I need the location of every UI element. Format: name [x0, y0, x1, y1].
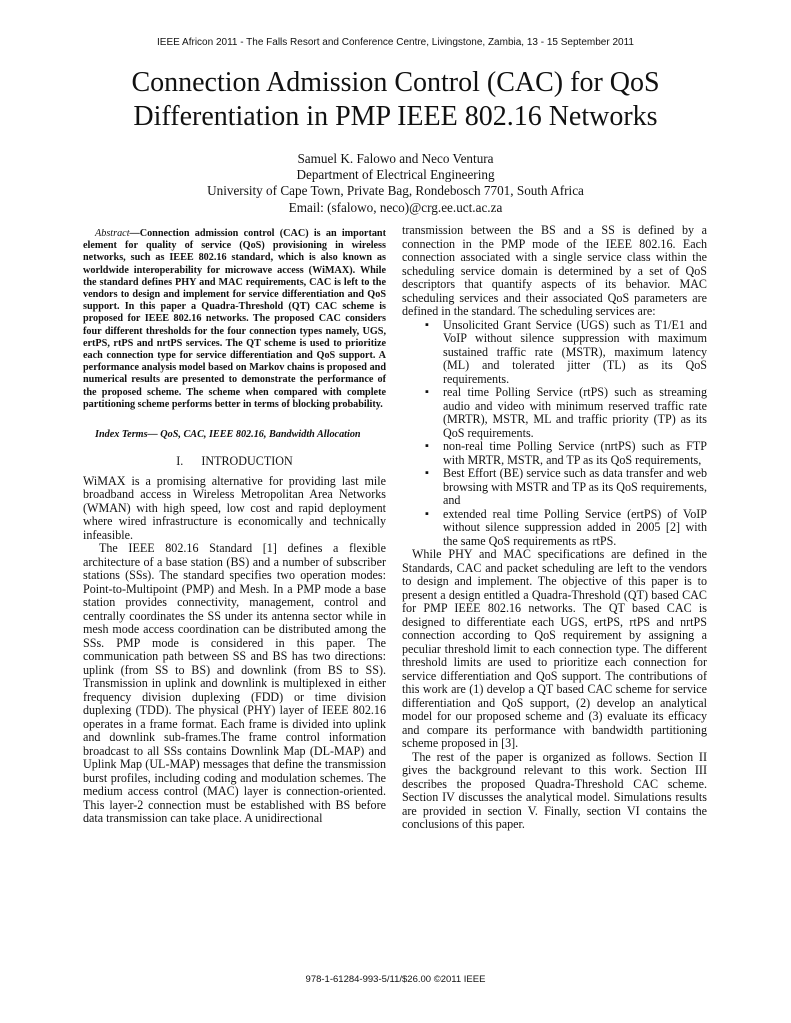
right-intro-paragraph: transmission between the BS and a SS is defined by a connection in the PMP mode of the IEEE 802.16. Each connection associated with a single service class within the scheduling service domain is determined by a set of QoS descriptors that quantify aspects of its behavior. MAC scheduling services and their associated QoS parameters are defined in the standard. The scheduling services are: [402, 223, 707, 318]
section-heading [83, 455, 386, 469]
paper-title [40, 66, 751, 134]
title-line-1: Connection Admission Control (CAC) for QoS [131, 67, 660, 98]
title-line-2: Differentiation in PMP IEEE 802.16 Networks [133, 101, 658, 132]
list-item: ▪ Best Effort (BE) service such as data transfer and web browsing with MSTR and TP as its QoS requirements, and [443, 467, 707, 508]
abstract-label: Abstract [95, 228, 130, 239]
list-item: ▪ Unsolicited Grant Service (UGS) such as T1/E1 and VoIP without silence suppression with maximum sustained traffic rate (MSTR), maximum latency (ML) and tolerated jitter (TL) as its QoS requirements. [443, 319, 707, 387]
section-number: I. [176, 454, 184, 469]
list-item: ▪ real time Polling Service (rtPS) such as streaming audio and video with minimum reserved traffic rate (MRTR), MSTR, ML and traffic priority (TP) as its QoS requirements. [443, 386, 707, 440]
list-item: ▪ extended real time Polling Service (ertPS) of VoIP without silence suppression added in 2005 [2] with the same QoS requirements as rtPS. [443, 508, 707, 549]
abstract-text: Connection admission control (CAC) is an important element for quality of service (QoS) provisioning in wireless networks, such as IEEE 802.16 standard, which is also known as worldwide interoperability for microwave access (WiMAX). While the standard defines PHY and MAC requirements, CAC is left to the vendors to design and implement for service differentiation and QoS support. In this paper a Quadra-Threshold (QT) CAC scheme is proposed for IEEE 802.16 networks. The proposed CAC considers four different thresholds for the four connection types namely, UGS, ertPS, rtPS and nrtPS services. The QT scheme is used to prioritize each connection type for service differentiation and QoS support. A performance analysis model based on Markov chains is proposed and numerical results are presented to demonstrate the performance of the proposed scheme. The scheme when compared with complete partitioning scheme performs better in terms of blocking probability. [83, 228, 386, 410]
abstract [83, 228, 386, 411]
author-block [0, 151, 791, 216]
copyright-footer: 978-1-61284-993-5/11/$26.00 ©2011 IEEE [305, 974, 486, 985]
index-terms: Index Terms— QoS, CAC, IEEE 802.16, Bandwidth Allocation [95, 429, 361, 441]
objective-paragraph: While PHY and MAC specifications are defined in the Standards, CAC and packet scheduling are left to the vendors to design and implement. The objective of this paper is to present a design entitled a Quadra-Threshold (QT) based CAC for PMP IEEE 802.16 networks. The QT based CAC is designed to differentiate each UGS, ertPS, rtPS and nrtPS connection according to QoS requirement by assigning a peculiar threshold limit to each connection type. The different threshold limits are used to prioritize each connection for service differentiation and QoS support. The contributions of this work are (1) develop a QT based CAC scheme for service differentiation and QoS support, (2) develop an analytical model for our proposed scheme and (3) evaluate its efficacy and compare its performance with bandwidth partitioning scheme proposed in [3]. [402, 547, 707, 750]
intro-paragraph-1: WiMAX is a promising alternative for providing last mile broadband access in Wireless Metropolitan Area Networks (WMAN) with high speed, low cost and rapid deployment where wired infrastructure is economically and technically infeasible. [83, 473, 386, 542]
author-department: Department of Electrical Engineering [296, 167, 495, 183]
conference-header: IEEE Africon 2011 - The Falls Resort and Conference Centre, Livingstone, Zambia, 13 - 15 September 2011 [157, 37, 634, 48]
right-column [402, 224, 707, 832]
abstract-dash: — [129, 228, 140, 239]
list-item: ▪ non-real time Polling Service (nrtPS) such as FTP with MRTR, MSTR, and TP as its QoS requirements, [443, 440, 707, 467]
section-title: INTRODUCTION [201, 454, 293, 469]
author-names: Samuel K. Falowo and Neco Ventura [297, 151, 494, 166]
left-column [83, 224, 386, 826]
scheduling-services-list [402, 319, 707, 549]
organization-paragraph: The rest of the paper is organized as follows. Section II gives the background relevant to this work. Section III describes the proposed Quadra-Threshold CAC scheme. Section IV discusses the analytical model. Simulations results are provided in section V. Finally, section VI contains the conclusions of this paper. [402, 749, 707, 831]
intro-paragraph-2: The IEEE 802.16 Standard [1] defines a flexible architecture of a base station (BS) and a number of subscriber stations (SSs). The standard specifies two operation modes: Point-to-Multipoint (PMP) and Mesh. In a PMP mode a base station provides connectivity, management, control and centrally coordinates the SS under its antenna sector while in mesh mode access coordination can be distributed among the SSs. PMP mode is considered in this paper. The communication path between SS and BS has two directions: uplink (from SS to BS) and downlink (from BS to SS). Transmission in uplink and downlink is multiplexed in either frequency division duplexing (FDD) or time division duplexing (TDD). The physical (PHY) layer of IEEE 802.16 operates in a frame format. Each frame is divided into uplink and downlink sub-frames.The frame control information broadcast to all SSs contains Downlink Map (DL-MAP) and Uplink Map (UL-MAP) messages that define the transmission burst profiles, including coding and modulation schemes. The medium access control (MAC) layer is connection-oriented. This layer-2 connection must be established with BS before data transmission can take place. A unidirectional [83, 541, 386, 826]
author-email: Email: (sfalowo, neco)@crg.ee.uct.ac.za [288, 199, 503, 215]
author-university: University of Cape Town, Private Bag, Rondebosch 7701, South Africa [207, 183, 584, 199]
